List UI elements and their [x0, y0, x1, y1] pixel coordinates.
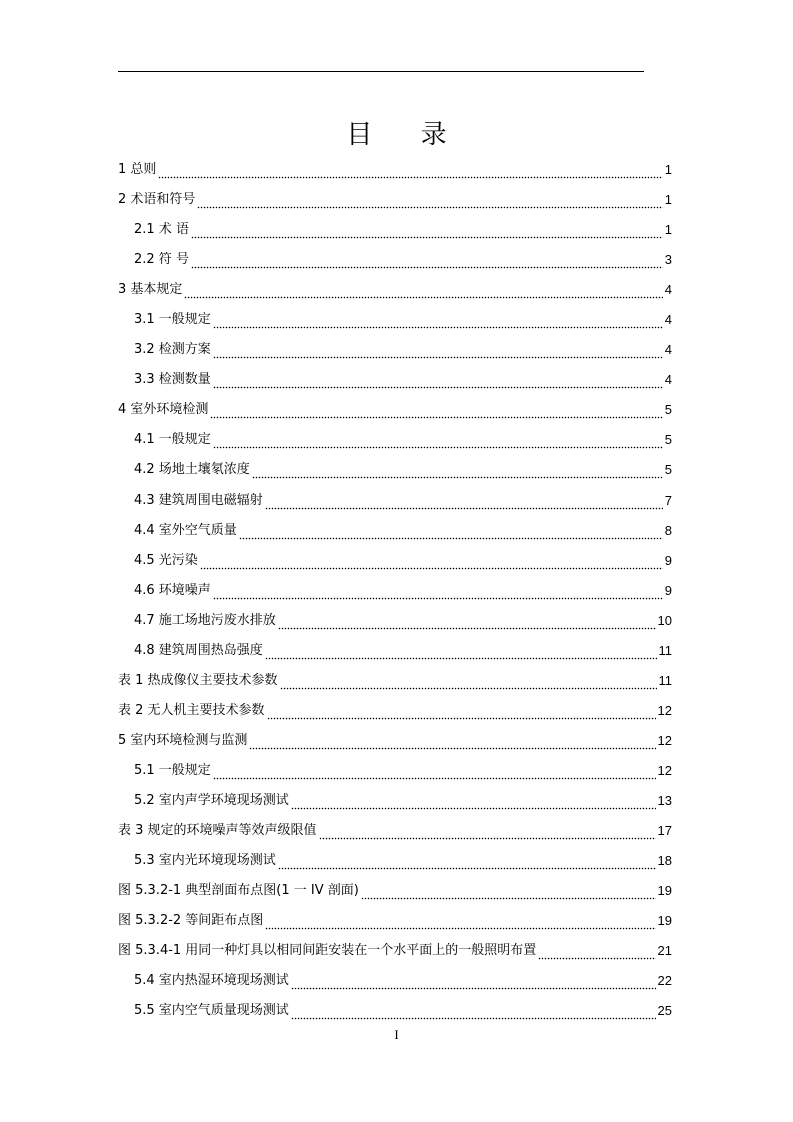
toc-entry-page: 25: [657, 1003, 672, 1019]
toc-leader-dots: [265, 918, 655, 930]
toc-leader-dots: [291, 1008, 656, 1020]
toc-entry[interactable]: [118, 606, 672, 636]
toc-entry[interactable]: [118, 335, 672, 365]
toc-entry[interactable]: [118, 486, 672, 516]
toc-leader-dots: [361, 888, 656, 900]
toc-entry-label: 4.5 光污染: [134, 552, 198, 568]
toc-entry-page: 17: [657, 823, 672, 839]
toc-leader-dots: [213, 377, 663, 389]
toc-entry-label: 3.2 检测方案: [134, 342, 211, 358]
toc-leader-dots: [265, 498, 663, 510]
toc-entry-page: 5: [664, 462, 672, 478]
toc-entry[interactable]: [118, 185, 672, 215]
toc-entry[interactable]: [118, 786, 672, 816]
toc-leader-dots: [538, 948, 655, 960]
toc-entry-label: 2.1 术 语: [134, 222, 189, 238]
toc-entry-label: 5 室内环境检测与监测: [118, 732, 248, 748]
toc-entry[interactable]: [118, 546, 672, 576]
toc-entry-label: 4.8 建筑周围热岛强度: [134, 642, 263, 658]
toc-entry[interactable]: [118, 996, 672, 1026]
toc-entry-page: 5: [664, 402, 672, 418]
toc-entry[interactable]: [118, 876, 672, 906]
toc-entry-label: 4.1 一般规定: [134, 432, 211, 448]
toc-entry-page: 7: [664, 492, 672, 508]
toc-entry-label: 4.3 建筑周围电磁辐射: [134, 492, 263, 508]
toc-entry-label: 4.4 室外空气质量: [134, 522, 237, 538]
toc-entry-label: 4.2 场地土壤氡浓度: [134, 462, 250, 478]
toc-entry[interactable]: [118, 395, 672, 425]
toc-entry-page: 12: [657, 762, 672, 778]
toc-entry[interactable]: [118, 516, 672, 546]
toc-entry-page: 10: [657, 612, 672, 628]
toc-entry[interactable]: [118, 756, 672, 786]
toc-leader-dots: [213, 588, 663, 600]
page-title: 目 录: [346, 120, 467, 150]
toc-leader-dots: [191, 257, 663, 269]
toc-entry-label: 图 5.3.2-1 典型剖面布点图(1 一 IV 剖面): [118, 883, 359, 899]
toc-leader-dots: [252, 467, 663, 479]
toc-entry-label: 表 2 无人机主要技术参数: [118, 702, 265, 718]
toc-entry-label: 图 5.3.4-1 用同一种灯具以相同间距安装在一个水平面上的一般照明布置: [118, 943, 537, 959]
toc-leader-dots: [278, 858, 656, 870]
toc-leader-dots: [265, 648, 657, 660]
toc-entry-page: 5: [664, 432, 672, 448]
toc-entry-page: 1: [664, 222, 672, 238]
toc-entry-label: 3.3 检测数量: [134, 372, 211, 388]
toc-leader-dots: [213, 768, 656, 780]
toc-entry[interactable]: [118, 245, 672, 275]
toc-entry-page: 12: [657, 732, 672, 748]
toc-entry-label: 表 3 规定的环境噪声等效声级限值: [118, 823, 317, 839]
toc-leader-dots: [291, 798, 656, 810]
table-of-contents: [118, 155, 672, 1026]
toc-entry[interactable]: [118, 305, 672, 335]
toc-leader-dots: [197, 197, 662, 209]
toc-entry[interactable]: [118, 425, 672, 455]
toc-entry-page: 3: [664, 252, 672, 268]
toc-leader-dots: [278, 618, 656, 630]
toc-entry-label: 5.4 室内热湿环境现场测试: [134, 973, 289, 989]
toc-entry-label: 5.3 室内光环境现场测试: [134, 853, 276, 869]
toc-leader-dots: [267, 708, 656, 720]
toc-entry-page: 4: [664, 342, 672, 358]
toc-entry[interactable]: [118, 696, 672, 726]
toc-leader-dots: [249, 738, 655, 750]
toc-leader-dots: [191, 227, 663, 239]
toc-entry-page: 4: [664, 282, 672, 298]
toc-entry-label: 4.7 施工场地污废水排放: [134, 612, 276, 628]
toc-leader-dots: [280, 678, 657, 690]
toc-entry[interactable]: [118, 906, 672, 936]
toc-entry-label: 2.2 符 号: [134, 252, 189, 268]
toc-entry-page: 1: [664, 192, 672, 208]
toc-entry[interactable]: [118, 215, 672, 245]
toc-entry-page: 19: [657, 913, 672, 929]
toc-leader-dots: [184, 287, 662, 299]
toc-entry[interactable]: [118, 365, 672, 395]
toc-entry[interactable]: [118, 455, 672, 485]
toc-leader-dots: [200, 558, 663, 570]
toc-entry[interactable]: [118, 636, 672, 666]
toc-entry-page: 4: [664, 312, 672, 328]
page-number: I: [394, 1027, 399, 1042]
toc-entry[interactable]: [118, 576, 672, 606]
toc-entry[interactable]: [118, 726, 672, 756]
toc-entry-page: 19: [657, 883, 672, 899]
toc-entry[interactable]: [118, 275, 672, 305]
toc-entry-page: 4: [664, 372, 672, 388]
toc-entry[interactable]: [118, 846, 672, 876]
toc-entry[interactable]: [118, 816, 672, 846]
toc-entry-label: 1 总则: [118, 162, 157, 178]
toc-entry[interactable]: [118, 966, 672, 996]
toc-entry-page: 9: [664, 552, 672, 568]
toc-entry-page: 22: [657, 973, 672, 989]
toc-entry-label: 3.1 一般规定: [134, 312, 211, 328]
toc-entry-label: 4.6 环境噪声: [134, 582, 211, 598]
toc-entry[interactable]: [118, 155, 672, 185]
toc-leader-dots: [291, 978, 656, 990]
toc-entry[interactable]: [118, 666, 672, 696]
toc-entry-page: 18: [657, 853, 672, 869]
toc-entry-label: 3 基本规定: [118, 282, 183, 298]
toc-entry-page: 1: [664, 162, 672, 178]
toc-entry-page: 13: [657, 793, 672, 808]
toc-leader-dots: [213, 317, 663, 329]
toc-entry-page: 21: [657, 943, 672, 959]
toc-entry-label: 2 术语和符号: [118, 192, 196, 208]
toc-entry-label: 表 1 热成像仪主要技术参数: [118, 672, 278, 688]
toc-entry-label: 5.5 室内空气质量现场测试: [134, 1003, 289, 1019]
toc-entry-label: 5.1 一般规定: [134, 762, 211, 778]
toc-entry[interactable]: [118, 936, 672, 966]
toc-leader-dots: [239, 528, 663, 540]
toc-entry-page: 8: [664, 522, 672, 538]
toc-leader-dots: [213, 437, 663, 449]
toc-leader-dots: [213, 347, 663, 359]
toc-entry-page: 11: [658, 642, 672, 658]
header-rule: [118, 71, 644, 72]
toc-leader-dots: [319, 828, 656, 840]
toc-entry-label: 5.2 室内声学环境现场测试: [134, 793, 289, 808]
toc-entry-label: 图 5.3.2-2 等间距布点图: [118, 913, 264, 929]
toc-entry-page: 9: [664, 582, 672, 598]
toc-leader-dots: [158, 167, 662, 179]
toc-entry-label: 4 室外环境检测: [118, 402, 209, 418]
toc-entry-page: 11: [658, 672, 672, 688]
toc-entry-page: 12: [657, 702, 672, 718]
toc-leader-dots: [210, 407, 662, 419]
